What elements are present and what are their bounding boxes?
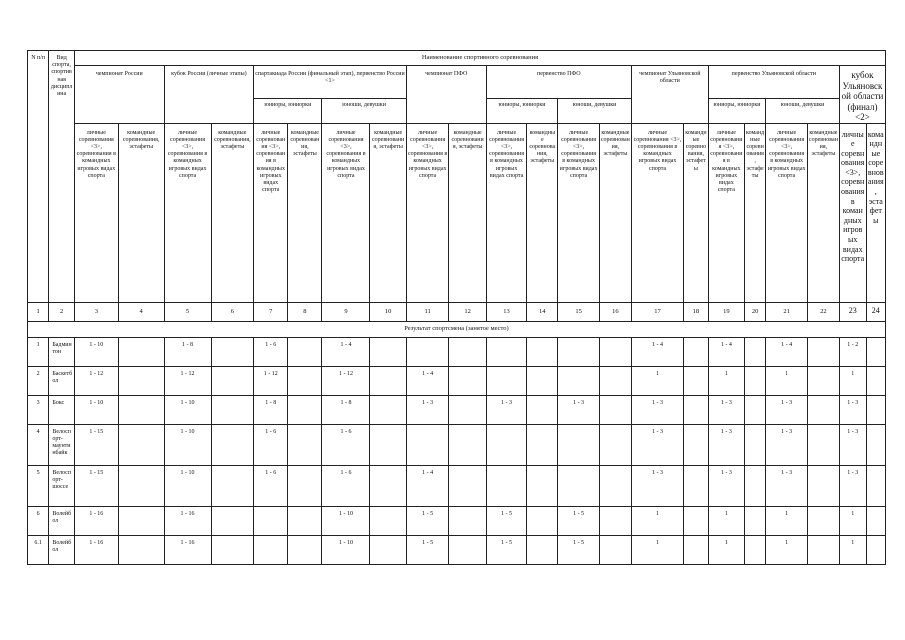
type-13: личные соревнования <3>, соревнования в командных игровых видах спорта [486,123,527,302]
result-cell [211,366,254,395]
table-row [28,366,886,395]
header-row-4 [28,123,886,302]
result-cell: 1 - 3 [839,424,866,465]
table-row [28,424,886,465]
comp-1: чемпионат России [74,66,164,124]
result-cell [599,535,631,564]
result-cell [486,366,527,395]
comp-5: первенство ПФО [486,66,631,99]
result-cell [866,366,885,395]
result-cell [211,337,254,366]
column-number-row [28,302,886,321]
result-cell: 1 - 10 [74,337,118,366]
comp-8: кубок Ульяновской области (финал) <2> [839,66,885,124]
result-cell [684,535,709,564]
type-12: командные соревнования, эстафеты [449,123,486,302]
age-youth-3: юноши, девушки [766,98,840,123]
result-cell [370,366,406,395]
result-cell: 1 - 4 [322,337,370,366]
type-19: личные соревнования <3>, соревнования в командных игровых видах спорта [708,123,744,302]
type-14: командные соревнования, эстафеты [527,123,558,302]
result-cell: 1 - 10 [322,535,370,564]
col-number: 9 [322,302,370,321]
table-row [28,506,886,535]
result-cell: 1 - 3 [631,395,683,424]
result-cell [807,366,839,395]
result-cell [866,535,885,564]
result-cell [866,424,885,465]
type-23: личные соревнования <3>, соревнования в командных игровых видах спорта [839,123,866,302]
result-cell: 1 - 12 [74,366,118,395]
comp-2: кубок России (личные этапы) [164,66,254,124]
result-cell [118,465,164,506]
result-cell [449,535,486,564]
result-cell [744,395,765,424]
sports-ranking-table [27,50,886,565]
result-cell [254,506,288,535]
result-cell [744,535,765,564]
result-cell [599,395,631,424]
header-row-2 [28,66,886,99]
result-cell: 1 - 15 [74,465,118,506]
comp-3: спартакиада России (финальный этап), первенство России <1> [254,66,407,99]
result-cell: 1 - 6 [254,337,288,366]
type-9: личные соревнования <3>, соревнования в командных игровых видах спорта [322,123,370,302]
type-24: командные соревнования, эстафеты [866,123,885,302]
result-cell [118,535,164,564]
result-cell [288,366,322,395]
col-number: 2 [49,302,75,321]
result-cell [118,424,164,465]
result-cell: 1 - 3 [708,395,744,424]
result-cell [211,506,254,535]
result-cell: 1 [839,506,866,535]
age-juniors-3: юниоры, юниорки [708,98,766,123]
result-cell [449,424,486,465]
result-cell [118,366,164,395]
result-cell [599,366,631,395]
row-number: 6 [28,506,49,535]
result-cell: 1 [839,535,866,564]
col-number: 1 [28,302,49,321]
col-number: 5 [164,302,211,321]
col-number: 18 [684,302,709,321]
result-cell: 1 - 16 [74,535,118,564]
result-cell [211,465,254,506]
result-cell [370,506,406,535]
result-cell [288,337,322,366]
result-cell [558,465,600,506]
result-cell: 1 - 6 [254,424,288,465]
result-cell [527,337,558,366]
result-cell [807,465,839,506]
result-cell [744,424,765,465]
row-number: 6.1 [28,535,49,564]
result-cell [807,337,839,366]
result-cell: 1 - 4 [631,337,683,366]
result-cell [370,337,406,366]
result-cell [486,424,527,465]
result-cell [527,366,558,395]
result-cell [866,337,885,366]
col-number: 24 [866,302,885,321]
type-15: личные соревнования <3>, соревнования в командных игровых видах спорта [558,123,600,302]
result-cell [118,337,164,366]
result-cell: 1 - 10 [164,465,211,506]
table-row [28,535,886,564]
row-sport: Бокс [49,395,75,424]
age-youth-2: юноши, девушки [558,98,632,123]
result-cell [211,535,254,564]
result-cell [211,424,254,465]
result-cell [599,506,631,535]
result-cell: 1 - 10 [322,506,370,535]
type-11: личные соревнования <3>, соревнования в командных игровых видах спорта [406,123,449,302]
col-number: 7 [254,302,288,321]
type-6: командные соревнования, эстафеты [211,123,254,302]
type-5: личные соревнования <3>, соревнования в командных игровых видах спорта [164,123,211,302]
result-cell [527,395,558,424]
header-num: N п/п [28,51,49,303]
header-sport: Вид спорта, спортивная дисциплина [49,51,75,303]
row-number: 4 [28,424,49,465]
result-cell: 1 [631,535,683,564]
result-cell: 1 - 12 [254,366,288,395]
result-cell [558,366,600,395]
comp-7: первенство Ульяновской области [708,66,839,99]
result-cell: 1 - 12 [322,366,370,395]
result-cell: 1 - 5 [406,535,449,564]
col-number: 20 [744,302,765,321]
result-cell [558,424,600,465]
result-cell: 1 - 5 [558,506,600,535]
result-cell: 1 - 15 [74,424,118,465]
result-cell: 1 - 6 [322,424,370,465]
result-cell [684,465,709,506]
result-cell [599,337,631,366]
result-cell: 1 - 3 [766,395,808,424]
result-cell [807,395,839,424]
result-cell: 1 [708,535,744,564]
result-cell: 1 - 5 [486,506,527,535]
comp-6: чемпионат Ульяновской области [631,66,708,124]
result-cell: 1 - 2 [839,337,866,366]
type-10: командные соревнования, эстафеты [370,123,406,302]
result-cell: 1 - 4 [766,337,808,366]
row-number: 5 [28,465,49,506]
col-number: 6 [211,302,254,321]
result-cell: 1 - 5 [486,535,527,564]
row-sport: Велоспорт-шоссе [49,465,75,506]
result-cell [599,424,631,465]
result-cell: 1 - 3 [708,424,744,465]
result-cell: 1 - 5 [558,535,600,564]
result-cell: 1 [766,506,808,535]
result-cell: 1 - 6 [322,465,370,506]
result-cell [118,506,164,535]
col-number: 15 [558,302,600,321]
result-cell [807,535,839,564]
result-cell [744,337,765,366]
result-header: Результат спортсмена (занятое место) [28,321,886,337]
result-cell [211,395,254,424]
result-cell [288,535,322,564]
row-sport: Баскетбол [49,366,75,395]
col-number: 19 [708,302,744,321]
result-cell [406,337,449,366]
table-row [28,395,886,424]
result-cell: 1 - 10 [164,424,211,465]
result-cell: 1 [708,366,744,395]
result-cell [486,337,527,366]
row-sport: Волейбол [49,535,75,564]
result-cell [118,395,164,424]
result-cell [449,395,486,424]
result-rows [28,337,886,564]
header-main: Наименование спортивного соревнования [74,51,885,66]
result-cell: 1 - 10 [164,395,211,424]
result-cell [288,465,322,506]
result-cell: 1 - 10 [74,395,118,424]
result-cell [288,424,322,465]
col-number: 16 [599,302,631,321]
result-cell: 1 - 3 [839,395,866,424]
result-cell [406,424,449,465]
row-sport: Волейбол [49,506,75,535]
result-cell: 1 - 8 [164,337,211,366]
result-cell [807,424,839,465]
result-cell [684,424,709,465]
result-cell [288,506,322,535]
result-cell: 1 [631,366,683,395]
result-cell [866,465,885,506]
row-number: 1 [28,337,49,366]
result-cell [486,465,527,506]
result-cell: 1 - 4 [406,366,449,395]
table-row [28,465,886,506]
age-youth-1: юноши, девушки [322,98,406,123]
result-cell: 1 - 3 [486,395,527,424]
age-juniors-2: юниоры, юниорки [486,98,557,123]
col-number: 23 [839,302,866,321]
result-cell: 1 [708,506,744,535]
result-cell: 1 - 4 [406,465,449,506]
result-cell: 1 - 8 [322,395,370,424]
result-cell: 1 - 16 [164,506,211,535]
col-number: 3 [74,302,118,321]
row-number: 3 [28,395,49,424]
result-cell: 1 - 3 [708,465,744,506]
result-cell [866,395,885,424]
type-8: командные соревнования, эстафеты [288,123,322,302]
result-cell [527,465,558,506]
result-cell [527,424,558,465]
result-cell: 1 - 3 [766,465,808,506]
col-number: 10 [370,302,406,321]
col-number: 14 [527,302,558,321]
result-cell: 1 [631,506,683,535]
col-number: 12 [449,302,486,321]
result-cell: 1 - 6 [254,465,288,506]
row-sport: Бадминтон [49,337,75,366]
row-number: 2 [28,366,49,395]
result-cell [527,535,558,564]
result-cell: 1 - 3 [766,424,808,465]
type-16: командные соревнования, эстафеты [599,123,631,302]
result-cell [288,395,322,424]
type-7: личные соревнования <3>, соревнования в командных игровых видах спорта [254,123,288,302]
result-cell [370,424,406,465]
type-18: командные соревнования, эстафеты [684,123,709,302]
result-cell [370,465,406,506]
col-number: 17 [631,302,683,321]
type-4: командные соревнования, эстафеты [118,123,164,302]
result-cell: 1 - 3 [839,465,866,506]
result-cell [684,366,709,395]
col-number: 21 [766,302,808,321]
col-number: 22 [807,302,839,321]
result-cell: 1 [766,366,808,395]
result-cell [254,535,288,564]
result-cell: 1 - 3 [558,395,600,424]
result-cell [599,465,631,506]
result-cell: 1 - 3 [406,395,449,424]
result-cell: 1 - 8 [254,395,288,424]
table-row [28,337,886,366]
header-row-1 [28,51,886,66]
result-cell: 1 - 16 [164,535,211,564]
result-cell [744,465,765,506]
result-cell [684,506,709,535]
result-cell [527,506,558,535]
result-cell [449,506,486,535]
result-header-row [28,321,886,337]
col-number: 13 [486,302,527,321]
result-cell: 1 - 3 [631,465,683,506]
result-cell [449,465,486,506]
type-3: личные соревнования <3>, соревнования в командных игровых видах спорта [74,123,118,302]
result-cell: 1 - 12 [164,366,211,395]
age-juniors-1: юниоры, юниорки [254,98,322,123]
col-number: 8 [288,302,322,321]
result-cell [370,395,406,424]
result-cell [744,366,765,395]
result-cell [807,506,839,535]
row-sport: Велоспорт-маунтинбайк [49,424,75,465]
result-cell [370,535,406,564]
result-cell: 1 - 4 [708,337,744,366]
type-22: командные соревнования, эстафеты [807,123,839,302]
type-17: личные соревнования <3>, соревнования в командных игровых видах спорта [631,123,683,302]
result-cell: 1 [839,366,866,395]
result-cell [558,337,600,366]
col-number: 11 [406,302,449,321]
result-cell [684,337,709,366]
result-cell: 1 - 5 [406,506,449,535]
result-cell [449,366,486,395]
comp-4: чемпионат ПФО [406,66,486,124]
type-21: личные соревнования <3>, соревнования в командных игровых видах спорта [766,123,808,302]
result-cell [744,506,765,535]
result-cell: 1 - 3 [631,424,683,465]
result-cell: 1 - 16 [74,506,118,535]
col-number: 4 [118,302,164,321]
result-cell: 1 [766,535,808,564]
result-cell [684,395,709,424]
result-cell [866,506,885,535]
type-20: командные соревнования, эстафеты [744,123,765,302]
result-cell [449,337,486,366]
